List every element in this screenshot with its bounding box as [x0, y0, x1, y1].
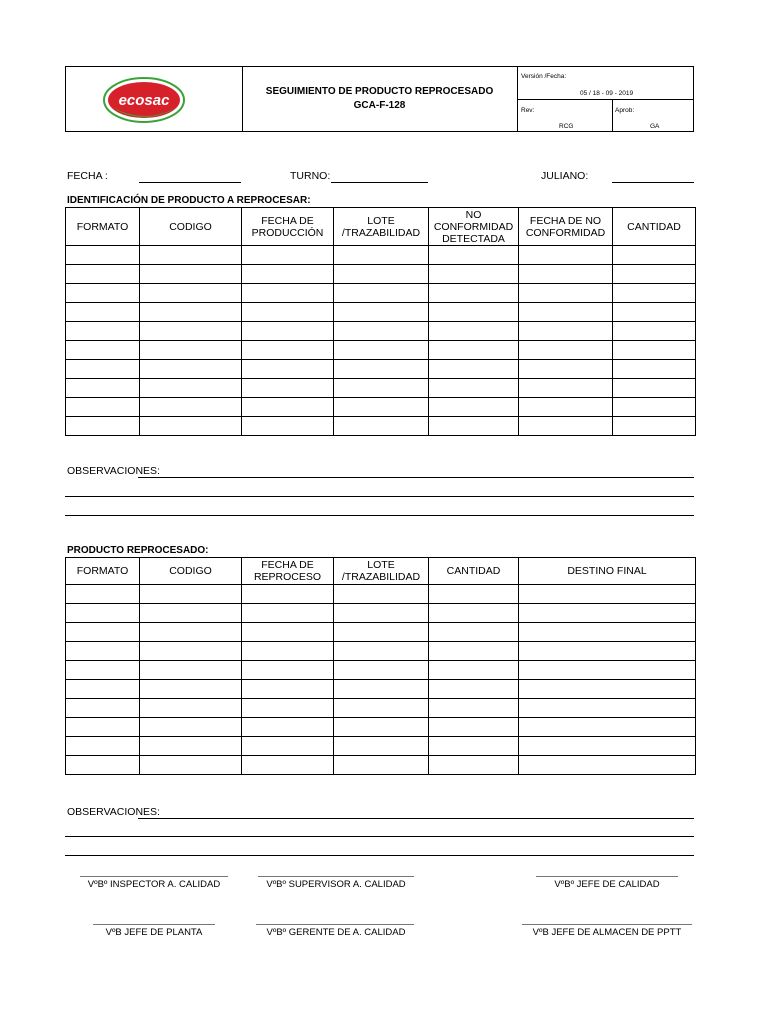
- table-cell[interactable]: [519, 642, 696, 661]
- sig-gerente: VºBº GERENTE DE A. CALIDAD: [266, 927, 406, 938]
- table-cell[interactable]: [66, 360, 140, 379]
- table-cell[interactable]: [66, 322, 140, 341]
- table-cell[interactable]: [519, 661, 696, 680]
- table-cell[interactable]: [519, 265, 613, 284]
- table-cell[interactable]: [334, 265, 429, 284]
- obs2-line-3[interactable]: [65, 855, 694, 856]
- obs2-label: OBSERVACIONES:: [67, 806, 160, 818]
- table-cell[interactable]: [242, 737, 334, 756]
- version-label: Versión /Fecha:: [521, 73, 567, 80]
- section2-title: PRODUCTO REPROCESADO:: [67, 545, 209, 556]
- table-cell[interactable]: [613, 303, 696, 322]
- juliano-label: JULIANO:: [541, 170, 589, 182]
- table-cell[interactable]: [519, 341, 613, 360]
- table-cell[interactable]: [140, 642, 242, 661]
- table-cell[interactable]: [334, 284, 429, 303]
- obs1-line-1[interactable]: [138, 477, 694, 478]
- table-cell[interactable]: [66, 585, 140, 604]
- table-row: [66, 718, 696, 737]
- table-cell[interactable]: [429, 284, 519, 303]
- table-cell[interactable]: [66, 699, 140, 718]
- revision-meta: [518, 67, 694, 131]
- table-cell[interactable]: [334, 642, 429, 661]
- table-row: [66, 417, 696, 436]
- table-cell[interactable]: [334, 604, 429, 623]
- sig-line-jefe-planta: [93, 924, 215, 925]
- table-cell[interactable]: [242, 623, 334, 642]
- table-cell[interactable]: [519, 360, 613, 379]
- table-cell[interactable]: [613, 417, 696, 436]
- obs2-line-2[interactable]: [65, 836, 694, 837]
- table-cell[interactable]: [140, 246, 242, 265]
- table-cell[interactable]: [429, 246, 519, 265]
- sig-line-gerente: [256, 924, 414, 925]
- col-cantidad: CANTIDAD: [613, 208, 696, 246]
- table-cell[interactable]: [242, 661, 334, 680]
- table-cell[interactable]: [66, 303, 140, 322]
- table-cell[interactable]: [66, 756, 140, 775]
- table-cell[interactable]: [66, 284, 140, 303]
- table-cell[interactable]: [334, 246, 429, 265]
- table-cell[interactable]: [429, 360, 519, 379]
- obs1-label: OBSERVACIONES:: [67, 465, 160, 477]
- table-cell[interactable]: [242, 360, 334, 379]
- table-cell[interactable]: [613, 265, 696, 284]
- col-no-conformidad: NO CONFORMIDAD DETECTADA: [429, 208, 519, 246]
- table-row: [66, 699, 696, 718]
- obs1-line-2[interactable]: [65, 496, 694, 497]
- sig-line-jefe-almacen: [522, 924, 692, 925]
- table-cell[interactable]: [140, 265, 242, 284]
- table-cell[interactable]: [429, 417, 519, 436]
- table-cell[interactable]: [140, 585, 242, 604]
- table-cell[interactable]: [334, 341, 429, 360]
- table-cell[interactable]: [242, 680, 334, 699]
- table-row: [66, 341, 696, 360]
- col-fecha-produccion: FECHA DE PRODUCCIÓN: [242, 208, 334, 246]
- table-cell[interactable]: [242, 284, 334, 303]
- table-cell[interactable]: [613, 284, 696, 303]
- table-cell[interactable]: [66, 642, 140, 661]
- table-row: [66, 303, 696, 322]
- table-cell[interactable]: [519, 718, 696, 737]
- sig-jefe-calidad: VºBº JEFE DE CALIDAD: [554, 879, 660, 890]
- table-row: [66, 379, 696, 398]
- table-cell[interactable]: [519, 398, 613, 417]
- table-cell[interactable]: [66, 379, 140, 398]
- table-cell[interactable]: [140, 737, 242, 756]
- table-cell[interactable]: [519, 417, 613, 436]
- fecha-label: FECHA :: [67, 170, 108, 182]
- title-cell: [242, 67, 518, 131]
- table-cell[interactable]: [429, 303, 519, 322]
- table-cell[interactable]: [429, 398, 519, 417]
- table-cell[interactable]: [429, 265, 519, 284]
- table-cell[interactable]: [242, 718, 334, 737]
- meta-divider: [612, 100, 613, 131]
- table-cell[interactable]: [519, 680, 696, 699]
- table-cell[interactable]: [334, 417, 429, 436]
- turno-field[interactable]: [331, 182, 428, 183]
- table-cell[interactable]: [140, 756, 242, 775]
- table-cell[interactable]: [429, 718, 519, 737]
- table-cell[interactable]: [140, 284, 242, 303]
- table-cell[interactable]: [429, 379, 519, 398]
- section1-title: IDENTIFICACIÓN DE PRODUCTO A REPROCESAR:: [67, 195, 311, 206]
- table-cell[interactable]: [334, 699, 429, 718]
- table-cell[interactable]: [334, 379, 429, 398]
- table-cell[interactable]: [66, 718, 140, 737]
- obs2-line-1[interactable]: [138, 818, 694, 819]
- table-cell[interactable]: [242, 585, 334, 604]
- table-cell[interactable]: [429, 623, 519, 642]
- table-cell[interactable]: [429, 680, 519, 699]
- svg-text:ecosac: ecosac: [118, 92, 170, 109]
- table-cell[interactable]: [519, 379, 613, 398]
- table-cell[interactable]: [429, 604, 519, 623]
- table-cell[interactable]: [140, 661, 242, 680]
- aprob-label: Aprob:: [615, 107, 635, 114]
- table-row: [66, 360, 696, 379]
- table-cell[interactable]: [66, 398, 140, 417]
- table-cell[interactable]: [242, 379, 334, 398]
- table-row: [66, 623, 696, 642]
- table-cell[interactable]: [140, 398, 242, 417]
- sig-jefe-planta: VºB JEFE DE PLANTA: [105, 927, 203, 938]
- table-cell[interactable]: [429, 661, 519, 680]
- table-row: [66, 661, 696, 680]
- table-row: [66, 246, 696, 265]
- table-cell[interactable]: [613, 360, 696, 379]
- table-cell[interactable]: [613, 379, 696, 398]
- table-cell[interactable]: [242, 604, 334, 623]
- table-cell[interactable]: [140, 623, 242, 642]
- table-cell[interactable]: [66, 680, 140, 699]
- table-cell[interactable]: [519, 246, 613, 265]
- form-header: [65, 66, 694, 132]
- form-code: GCA-F-128: [353, 100, 406, 111]
- table-cell[interactable]: [242, 699, 334, 718]
- juliano-field[interactable]: [612, 182, 694, 183]
- table-cell[interactable]: [334, 585, 429, 604]
- obs1-line-3[interactable]: [65, 515, 694, 516]
- table-cell[interactable]: [140, 718, 242, 737]
- table-cell[interactable]: [140, 322, 242, 341]
- sig-supervisor: VºBº SUPERVISOR A. CALIDAD: [266, 879, 406, 890]
- table-row: [66, 680, 696, 699]
- table-row: [66, 265, 696, 284]
- sig-line-supervisor: [258, 876, 414, 877]
- table-cell[interactable]: [519, 322, 613, 341]
- table-cell[interactable]: [334, 661, 429, 680]
- table-cell[interactable]: [140, 417, 242, 436]
- table-cell[interactable]: [334, 737, 429, 756]
- table-cell[interactable]: [66, 246, 140, 265]
- table-cell[interactable]: [242, 322, 334, 341]
- form-title: SEGUIMIENTO DE PRODUCTO REPROCESADO: [265, 86, 494, 97]
- table-cell[interactable]: [613, 322, 696, 341]
- table-cell[interactable]: [140, 303, 242, 322]
- table-cell[interactable]: [66, 661, 140, 680]
- table-row: [66, 604, 696, 623]
- table-cell[interactable]: [519, 303, 613, 322]
- reprocess-id-table: [65, 207, 696, 436]
- table-cell[interactable]: [66, 604, 140, 623]
- table-header-row: [66, 558, 696, 585]
- version-value: 05 / 18 - 09 - 2019: [580, 90, 634, 97]
- col-fecha-reproceso: FECHA DE REPROCESO: [242, 558, 334, 585]
- ecosac-logo: [66, 67, 242, 131]
- table-cell[interactable]: [429, 737, 519, 756]
- table-cell[interactable]: [334, 680, 429, 699]
- col-lote: LOTE /TRAZABILIDAD: [334, 558, 429, 585]
- table-row: [66, 398, 696, 417]
- col-formato: FORMATO: [66, 208, 140, 246]
- table-cell[interactable]: [242, 398, 334, 417]
- rev-label: Rev:: [521, 107, 535, 114]
- table-row: [66, 322, 696, 341]
- table-cell[interactable]: [429, 642, 519, 661]
- table-cell[interactable]: [429, 341, 519, 360]
- table-cell[interactable]: [519, 756, 696, 775]
- table-cell[interactable]: [519, 737, 696, 756]
- table-cell[interactable]: [334, 756, 429, 775]
- turno-label: TURNO:: [290, 170, 331, 182]
- table-cell[interactable]: [519, 699, 696, 718]
- table-cell[interactable]: [66, 341, 140, 360]
- table-row: [66, 737, 696, 756]
- table-cell[interactable]: [519, 585, 696, 604]
- table-cell[interactable]: [140, 379, 242, 398]
- table-cell[interactable]: [140, 360, 242, 379]
- table-cell[interactable]: [140, 604, 242, 623]
- sig-inspector: VºBº INSPECTOR A. CALIDAD: [87, 879, 221, 890]
- table-cell[interactable]: [613, 246, 696, 265]
- table-cell[interactable]: [66, 623, 140, 642]
- table-cell[interactable]: [334, 623, 429, 642]
- col-formato: FORMATO: [66, 558, 140, 585]
- table-row: [66, 756, 696, 775]
- table-cell[interactable]: [242, 417, 334, 436]
- table-cell[interactable]: [242, 246, 334, 265]
- table-cell[interactable]: [66, 417, 140, 436]
- table-cell[interactable]: [242, 642, 334, 661]
- col-lote: LOTE /TRAZABILIDAD: [334, 208, 429, 246]
- table-cell[interactable]: [334, 322, 429, 341]
- table-cell[interactable]: [519, 284, 613, 303]
- table-cell[interactable]: [334, 718, 429, 737]
- table-header-row: [66, 208, 696, 246]
- col-destino-final: DESTINO FINAL: [519, 558, 696, 585]
- table-cell[interactable]: [519, 604, 696, 623]
- col-codigo: CODIGO: [140, 558, 242, 585]
- table-cell[interactable]: [242, 265, 334, 284]
- table-row: [66, 284, 696, 303]
- table-cell[interactable]: [140, 680, 242, 699]
- col-fecha-no-conformidad: FECHA DE NO CONFORMIDAD: [519, 208, 613, 246]
- table-cell[interactable]: [242, 756, 334, 775]
- rev-value: RCG: [559, 123, 574, 130]
- table-cell[interactable]: [429, 699, 519, 718]
- table-cell[interactable]: [140, 699, 242, 718]
- table-row: [66, 585, 696, 604]
- table-cell[interactable]: [429, 756, 519, 775]
- sig-line-inspector: [80, 876, 228, 877]
- sig-jefe-almacen: VºB JEFE DE ALMACEN DE PPTT: [532, 927, 682, 938]
- table-cell[interactable]: [429, 585, 519, 604]
- table-row: [66, 642, 696, 661]
- reprocessed-table: [65, 557, 696, 775]
- table-cell[interactable]: [613, 341, 696, 360]
- sig-line-jefe-calidad: [536, 876, 678, 877]
- fecha-field[interactable]: [139, 182, 241, 183]
- table-cell[interactable]: [334, 360, 429, 379]
- table-cell[interactable]: [429, 322, 519, 341]
- table-cell[interactable]: [242, 303, 334, 322]
- table-cell[interactable]: [66, 737, 140, 756]
- table-cell[interactable]: [242, 341, 334, 360]
- table-cell[interactable]: [140, 341, 242, 360]
- aprob-value: GA: [650, 123, 660, 130]
- col-codigo: CODIGO: [140, 208, 242, 246]
- table-cell[interactable]: [613, 398, 696, 417]
- col-cantidad: CANTIDAD: [429, 558, 519, 585]
- table-cell[interactable]: [334, 398, 429, 417]
- table-cell[interactable]: [66, 265, 140, 284]
- logo-cell: [66, 67, 243, 131]
- table-cell[interactable]: [519, 623, 696, 642]
- table-cell[interactable]: [334, 303, 429, 322]
